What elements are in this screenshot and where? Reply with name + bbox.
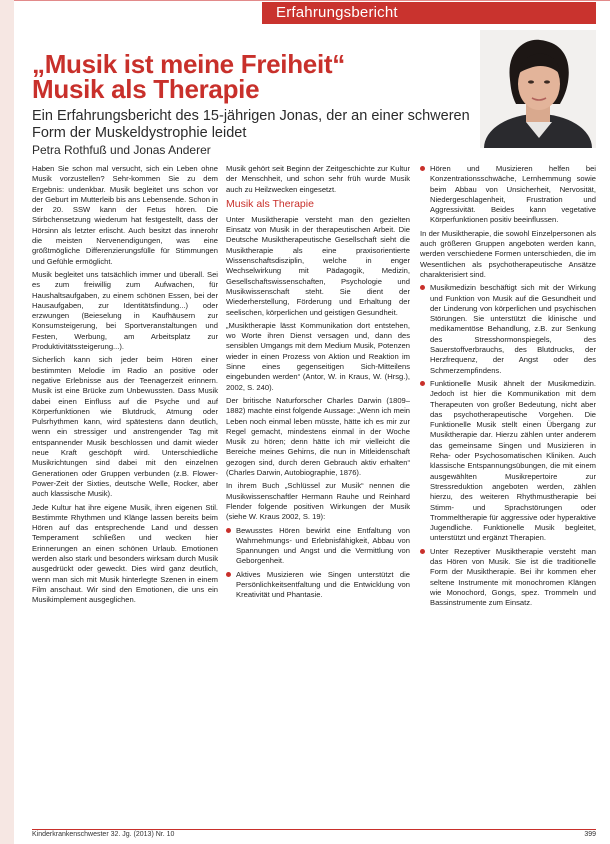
text-column-3 — [420, 164, 596, 611]
col3-top-bullets — [420, 164, 596, 226]
text-column-1 — [32, 164, 218, 608]
title-line-2: Musik als Therapie — [32, 74, 260, 104]
col2-paragraph: In ihrem Buch „Schlüssel zur Musik“ nennen die Musikwissenschaftler Hermann Rauhe und Reinhard Flender folgende positiven Wirkungen der Musik (siehe W. Kraus 2002, S. 19): — [226, 481, 410, 522]
section-tag: Erfahrungsbericht — [262, 2, 596, 24]
author-photo — [480, 30, 596, 148]
text-column-2 — [226, 164, 410, 604]
bullet-item: Aktives Musizieren wie Singen unterstützt die Persönlichkeitsentfaltung und die Entwicklung von Kreativität und Phantasie. — [226, 570, 410, 601]
col3-paragraph: In der Musiktherapie, die sowohl Einzelpersonen als auch größeren Gruppen angeboten werden kann, werden verschiedene Formen unterschieden, die im Wesentlichen als psychotherapeutische Ansätze charakterisiert sind. — [420, 228, 596, 279]
col2-paragraph: „Musiktherapie lässt Kommunikation dort entstehen, wo Worte ihren Dienst versagen und, dann des sensiblen Umgangs mit dem Medium Musik, Potenzen wieder in einen Prozess von Aktion und Reaktion im Sinne eines gegenseitigen Sich-Mitteilens eingebunden werden“ (Antor, W. in Kraus, W. (Hrsg.), 2002, S. 240). — [226, 320, 410, 392]
bullet-item: Unter Rezeptiver Musiktherapie versteht man das Hören von Musik. Sie ist die traditionelle Form der Musiktherapie. Bei ihr kommen eher seltene Instrumente mit monochromen Klängen wie Monochord, Gongs, spez. Trommeln und Bassinstrumente zum Einsatz. — [420, 547, 596, 609]
journal-citation: Kinderkrankenschwester 32. Jg. (2013) Nr. 10 — [32, 831, 175, 838]
bullet-item: Hören und Musizieren helfen bei Konzentrationsschwäche, Lernhemmung sowie beim Abbau von Unsicherheit, Nervosität, Niedergeschlagenheit, Frustration und Aggressivität. Beides kann vegetative Körperfunktionen positiv beeinflussen. — [420, 164, 596, 226]
top-rule — [14, 0, 610, 1]
article-subtitle: Ein Erfahrungsbericht des 15-jährigen Jonas, der an einer schweren Form der Muskeldystrophie leidet — [32, 108, 470, 141]
col1-paragraph: Haben Sie schon mal versucht, sich ein Leben ohne Musik vorzustellen? Sehr-kommen Sie zu dem Ergebnis: undenkbar. Musik begleitet uns schon vor der Geburt im Mutterleib bis ans Lebensende. Schon in der 20. SSW kann der Fetus hören. Die Stirbchensetzung wiederum hat festgestellt, dass der Hörsinn als letzter erlischt. Auch besitzt das innerohr die meisten Nervenendigungen, was eine größtmögliche Differenzierungsfülle für Stimmungen und Gefühle ermöglicht. — [32, 164, 218, 266]
col2-intro: Musik gehört seit Beginn der Zeitgeschichte zur Kultur der Menschheit, und schon sehr früh wurde Musik auch zu Heilzwecken eingesetzt. — [226, 164, 410, 194]
bullet-item: Funktionelle Musik ähnelt der Musikmedizin. Jedoch ist hier die Kommunikation mit dem Therapeuten von großer Bedeutung, nicht aber das psychotherapeutische Vorgehen. Die Funktionelle Musik stellt einen Übergang zur Musiktherapie dar. Hierzu zählen unter anderem das gemeinsame Singen und Musizieren in Reha- oder Psychosomatischen Kliniken. Auch klassische Entspannungsübungen, die mit einem ausgewählten Musikrepertoire zur Stressreduktion angeboten werden, zählen hierzu, des weiteren Rhythmustherapie bei Stimm- und Sprachstörungen oder Trommeltherapie für aggressive oder hyperaktive Jugendliche. Funktionelle Musik begleitet, unterstützt und ergänzt Therapien. — [420, 379, 596, 544]
left-margin-band — [0, 0, 14, 844]
col2-paragraph: Der britische Naturforscher Charles Darwin (1809–1882) machte einst folgende Aussage: „Wenn ich mein Leben noch einmal leben müsste, hätte ich es mir zur Regel gemacht, mindestens einmal in der Woche Musik zu hören; denn hätte ich mir vielleicht die Bereiche meines Gehirns, die nun in Mitleidenschaft gezogen sind, durch deren Gebrauch aktiv erhalten“ (Charles Darwin, Autobiographie, 1876). — [226, 395, 410, 478]
bullet-item: Musikmedizin beschäftigt sich mit der Wirkung und Funktion von Musik auf die Gesundheit und der Linderung von körperlichen und psychischen Störungen. Sie unterstützt die klinische und medikamentöse Behandlung, z.B. zur Senkung des Stresshormonspiegels, des Sauerstoffverbrauchs, des Blutdrucks, der Herzfrequenz, der Angst oder des Schmerzempfindens. — [420, 283, 596, 376]
col1-paragraph: Jede Kultur hat ihre eigene Musik, ihren eigenen Stil. Bestimmte Rhythmen und Klänge lassen bereits beim Hören auf das entsprechende Land und dessen Temperament schließen und wecken hier Erinnerungen an einen schönen Urlaub. Emotionen werden also stark und besonders wirksam durch Musik ausgedrückt oder geweckt. Dies wird ganz deutlich, wenn man sich mit Musik hinterlegte Szenen in einem Film anschaut. Wir sind den Emotionen, die uns ein Musikimplement ausgeglichen. — [32, 502, 218, 605]
title-line-1: „Musik ist meine Freiheit“ — [32, 49, 345, 79]
col1-paragraph: Musik begleitet uns tatsächlich immer und überall. Sei es zum freiwillig zum Aufwachen, für Haushaltsaufgaben, zu einem schönen Essen, bei der Hausaufgaben, zur Identitätsfindung...) oder erzwungen (Beieselung in Kaufhäusern zur Konsumsteigerung, bei Sportveranstaltungen und Festen, Werbung, am Arbeitsplatz zur Produktivitätssteigerung...). — [32, 269, 218, 352]
article-authors: Petra Rothfuß und Jonas Anderer — [32, 143, 211, 157]
page-number: 399 — [584, 831, 596, 838]
col2-bullet-list — [226, 526, 410, 601]
article-title — [32, 49, 345, 104]
col1-paragraph: Sicherlich kann sich jeder beim Hören einer bestimmten Melodie im Radio an positive oder negative Erlebnisse aus der Teenagerzeit erinnern. Musik ist eine Brücke zum Unbewussten. Dass Musik dabei einen Einfluss auf die Psyche und auf Körperfunktionen wie Blutdruck, Atmung oder Pulsrhythmen kann, wird spätestens dann deutlich, wenn ein stressiger und anstrengender Tag mit entspannender Musik beschlossen und damit wieder neue Kraft geschöpft wird. Unterschiedliche Musikrichtungen sind dabei mit den einzelnen Generationen oder Gruppen verbunden (z.B. Flower-Power-Zeit der Sixties, deutsche Welle, Rocker, aber auch klassische Musik). — [32, 355, 218, 499]
bullet-item: Bewusstes Hören bewirkt eine Entfaltung von Wahrnehmungs- und Erlebnisfähigkeit, Abbau von Spannungen und Angst und die Vermittlung von Geborgenheit. — [226, 526, 410, 567]
col2-paragraph: Unter Musiktherapie versteht man den gezielten Einsatz von Musik in der therapeutischen Arbeit. Die Deutsche Musiktherapeutische Gesellschaft sieht die Musiktherapie als eine praxisorientierte Wissenschaftsdisziplin, welche in enger Wechselwirkung mit Pädagogik, Medizin, Gesellschaftswissenschaften, Psychologie und Musikwissenschaft steht. Sie dient der Wiederherstellung, Förderung und Erhaltung der seelischen, körperlichen und geistigen Gesundheit. — [226, 214, 410, 317]
section-heading: Musik als Therapie — [226, 197, 314, 210]
footer-rule — [32, 829, 596, 830]
col3-bullet-list — [420, 283, 596, 608]
